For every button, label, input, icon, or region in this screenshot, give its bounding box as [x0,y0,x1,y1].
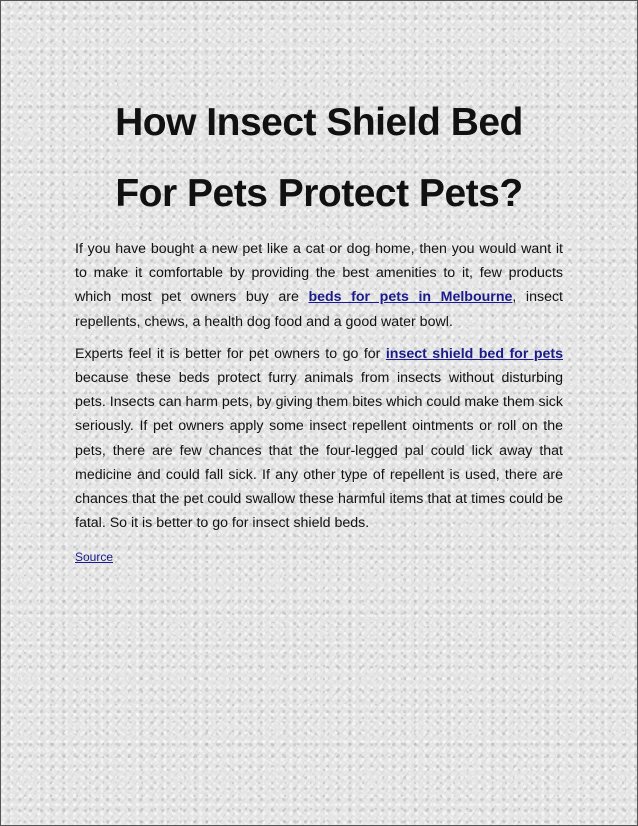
document-title-line-1: How Insect Shield Bed [115,101,523,144]
beds-for-pets-link[interactable]: beds for pets in Melbourne [308,289,513,306]
paragraph-1-text-start: If you have bought a new pet like a cat or dog home, then you would want it to make it comfortable by providing the best amenities to it, few products which most pet owners buy are [75,241,563,306]
paragraph-2-text-start: Experts feel it is better for pet owners to go for [75,345,386,362]
document-body [75,237,563,570]
paragraph-1-text-end: , insect repellents, chews, a health dog food and a good water bowl. [75,289,563,330]
paragraph-2 [75,342,563,536]
document-title-line-2: For Pets Protect Pets? [115,172,523,215]
source-link[interactable]: Source [75,550,114,565]
insect-shield-bed-link[interactable]: insect shield bed for pets [385,345,563,362]
paragraph-2-text-end: because these beds protect furry animals from insects without disturbing pets. Insects can harm pets, by giving them bites which could make them sick seriously. If pet owners apply some insect repellent ointments or roll on the pets, there are few chances that the four-legged pal could lick away that medicine and could fall sick. If any other type of repellent is used, there are chances that the pet could swallow these harmful items that at times could be fatal. So it is better to go for insect shield beds. [75,370,563,532]
paragraph-1 [75,237,563,334]
